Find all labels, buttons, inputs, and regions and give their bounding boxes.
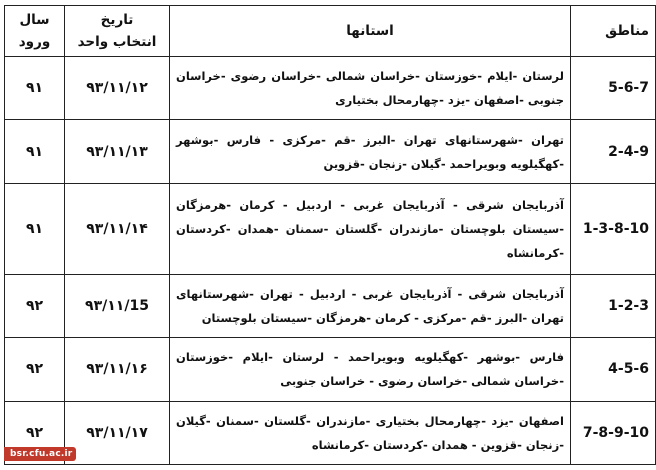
provinces-cell: فارس -بوشهر -کهگیلویه وبویراحمد - لرستان -ایلام -خوزستان -خراسان شمالی -خراسان رضوی - خراسان جنوبی bbox=[170, 338, 571, 401]
header-date-line1: تاریخ bbox=[100, 12, 134, 28]
table-row bbox=[5, 120, 656, 183]
year-cell: ۹۲ bbox=[5, 401, 65, 464]
year-cell: ۹۲ bbox=[5, 274, 65, 337]
region-cell: 7-8-9-10 bbox=[571, 401, 656, 464]
provinces-cell: لرستان -ایلام -خوزستان -خراسان شمالی -خراسان رضوی -خراسان جنوبی -اصفهان -یزد -چهارمحال بختیاری bbox=[170, 57, 571, 120]
header-year bbox=[5, 6, 65, 57]
date-cell: ۹۳/۱۱/۱۴ bbox=[65, 183, 170, 274]
date-cell: ۹۳/۱۱/۱۲ bbox=[65, 57, 170, 120]
header-year-line1: سال bbox=[19, 12, 50, 28]
region-cell: 1-3-8-10 bbox=[571, 183, 656, 274]
header-provinces: استانها bbox=[170, 6, 571, 57]
year-cell: ۹۲ bbox=[5, 338, 65, 401]
table-row bbox=[5, 183, 656, 274]
date-cell: ۹۳/۱۱/۱۷ bbox=[65, 401, 170, 464]
year-cell: ۹۱ bbox=[5, 183, 65, 274]
region-cell: 1-2-3 bbox=[571, 274, 656, 337]
schedule-table bbox=[4, 5, 656, 465]
provinces-cell: اصفهان -یزد -چهارمحال بختیاری -مازندران -گلستان -سمنان -گیلان -زنجان -قزوین - همدان -کردستان -کرمانشاه bbox=[170, 401, 571, 464]
provinces-cell: آذربایجان شرقی - آذربایجان غربی - اردبیل - تهران -شهرستانهای تهران -البرز -قم -مرکزی - کرمان -هرمزگان -سیستان بلوچستان bbox=[170, 274, 571, 337]
provinces-cell: تهران -شهرستانهای تهران -البرز -قم -مرکزی - فارس -بوشهر -کهگیلویه وبویراحمد -گیلان -زنجان -قزوین bbox=[170, 120, 571, 183]
year-cell: ۹۱ bbox=[5, 120, 65, 183]
header-region: مناطق bbox=[571, 6, 656, 57]
year-cell: ۹۱ bbox=[5, 57, 65, 120]
region-cell: 2-4-9 bbox=[571, 120, 656, 183]
region-cell: 5-6-7 bbox=[571, 57, 656, 120]
header-date-line2: انتخاب واحد bbox=[77, 34, 157, 50]
header-date bbox=[65, 6, 170, 57]
header-row bbox=[5, 6, 656, 57]
region-cell: 4-5-6 bbox=[571, 338, 656, 401]
table-row bbox=[5, 401, 656, 464]
date-cell: ۹۳/۱۱/15 bbox=[65, 274, 170, 337]
table-row bbox=[5, 274, 656, 337]
site-watermark: bsr.cfu.ac.ir bbox=[4, 447, 76, 461]
table-row bbox=[5, 338, 656, 401]
date-cell: ۹۳/۱۱/۱۳ bbox=[65, 120, 170, 183]
date-cell: ۹۳/۱۱/۱۶ bbox=[65, 338, 170, 401]
provinces-cell: آذربایجان شرقی - آذربایجان غربی - اردبیل - کرمان -هرمزگان -سیستان بلوچستان -مازندران -گلستان -سمنان -همدان -کردستان -کرمانشاه bbox=[170, 183, 571, 274]
header-year-line2: ورود bbox=[18, 34, 51, 50]
table-row bbox=[5, 57, 656, 120]
